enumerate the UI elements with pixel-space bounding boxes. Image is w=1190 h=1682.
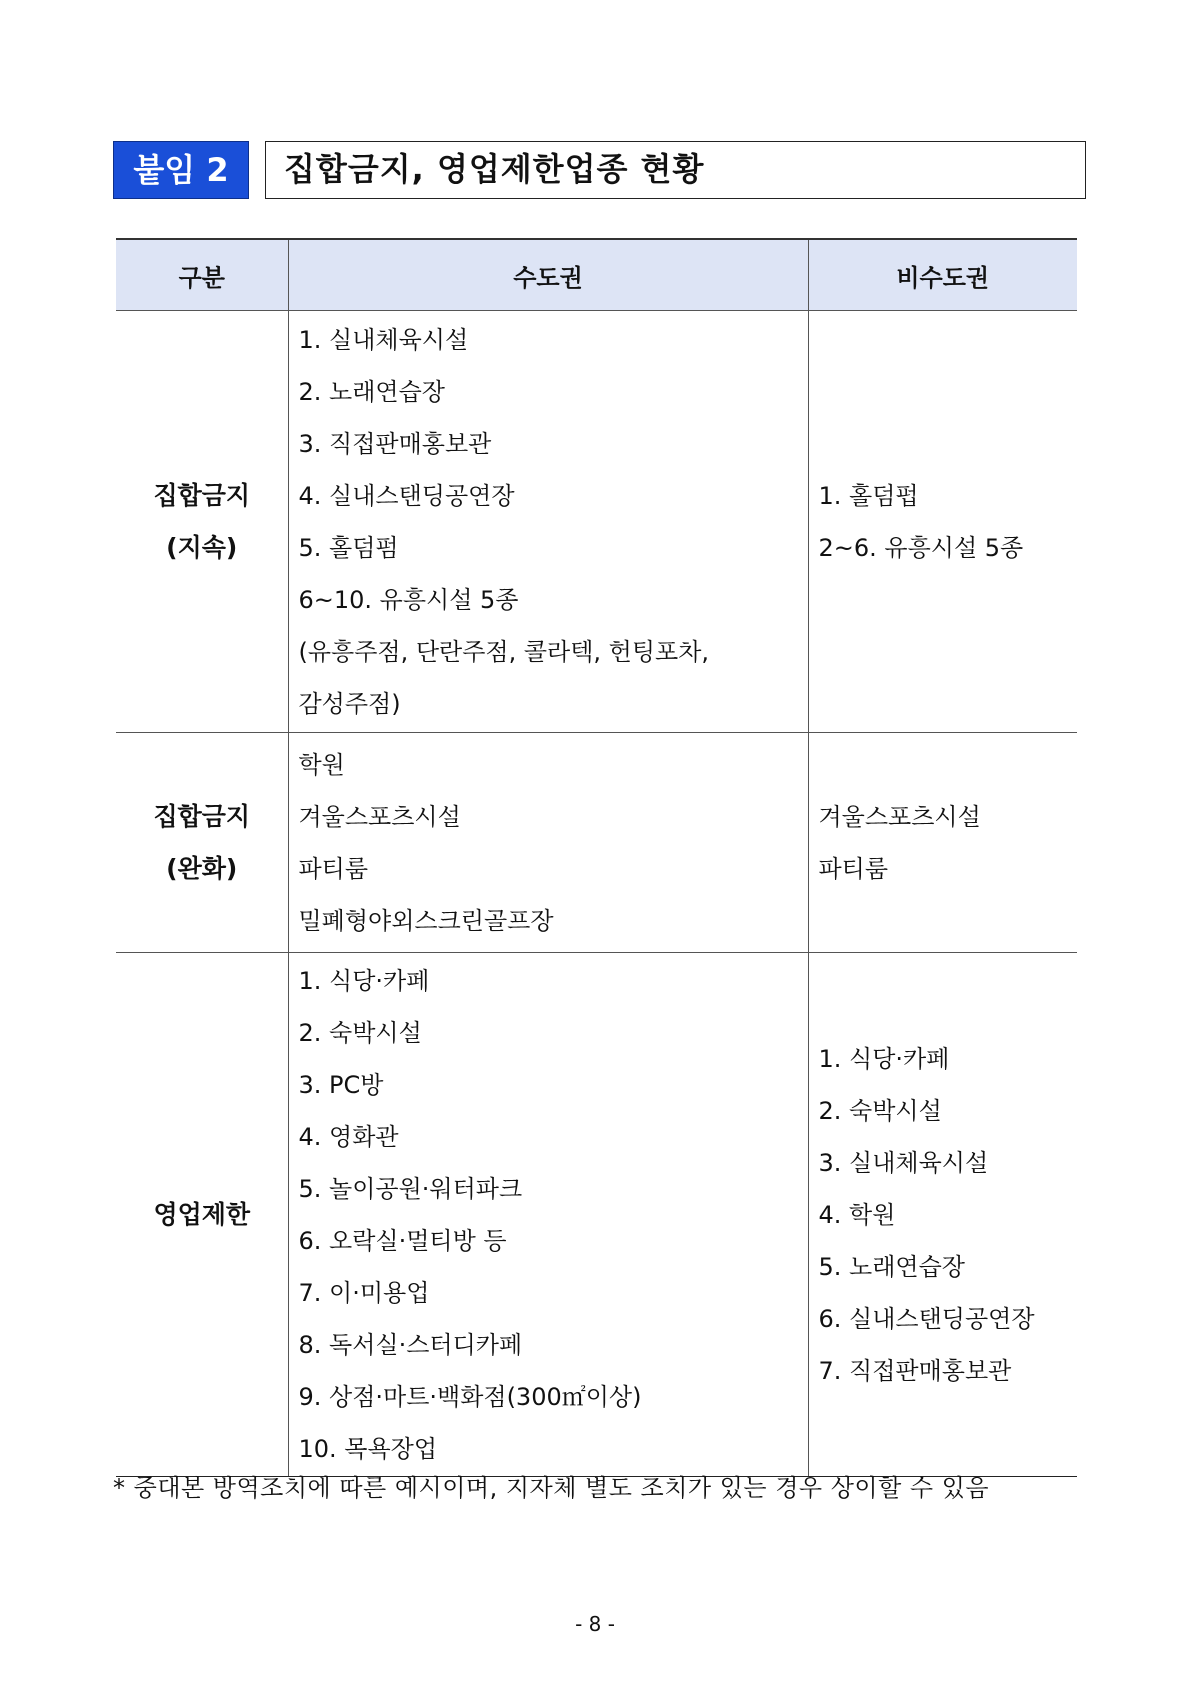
list-item: 9. 상점·마트·백화점(300㎡이상) [298,1382,642,1411]
list-item: 1. 식당·카페 [298,966,430,995]
category-sublabel: (지속) [166,532,238,562]
page-title: 집합금지, 영업제한업종 현황 [265,141,1086,199]
list-item: 파티룸 [298,854,369,883]
capital-cell [288,953,808,1477]
list-item: 7. 이·미용업 [298,1278,430,1307]
list-item: 3. PC방 [298,1070,384,1099]
list-item: 겨울스포츠시설 [298,802,461,831]
list-item: 밀폐형야외스크린골프장 [298,906,554,935]
list-item: 3. 실내체육시설 [818,1148,989,1177]
list-item: 5. 홀덤펌 [298,533,399,562]
list-item: 3. 직접판매홍보관 [298,429,492,458]
list-item: 학원 [298,750,345,779]
category-cell [116,311,288,733]
list-item: 1. 식당·카페 [818,1044,950,1073]
list-item: 4. 영화관 [298,1122,399,1151]
table-row [116,311,1077,733]
list-item: 2. 숙박시설 [298,1018,422,1047]
list-item: 1. 실내체육시설 [298,325,469,354]
table-header-row [116,239,1077,311]
list-item: 8. 독서실·스터디카페 [298,1330,523,1359]
list-item: 감성주점) [298,689,401,718]
list-item: 1. 홀덤펍 [818,481,919,510]
category-label: 영업제한 [153,1199,251,1229]
column-header-capital: 수도권 [288,239,808,311]
non-capital-cell [808,733,1077,953]
list-item: 2. 노래연습장 [298,377,445,406]
list-item: 6. 오락실·멀티방 등 [298,1226,507,1255]
list-item: 파티룸 [818,854,889,883]
list-item: 겨울스포츠시설 [818,802,981,831]
list-item: 7. 직접판매홍보관 [818,1356,1012,1385]
column-header-non-capital: 비수도권 [808,239,1077,311]
column-header-category: 구분 [116,239,288,311]
non-capital-cell [808,311,1077,733]
table-row [116,953,1077,1477]
attachment-badge: 붙임 2 [113,141,249,199]
list-item: 6. 실내스탠딩공연장 [818,1304,1035,1333]
business-status-table [116,238,1077,1477]
table-row [116,733,1077,953]
list-item: 5. 노래연습장 [818,1252,965,1281]
footnote: * 중대본 방역조치에 따른 예시이며, 지자체 별도 조치가 있는 경우 상이할 수 있음 [113,1474,990,1502]
category-cell [116,953,288,1477]
non-capital-cell [808,953,1077,1477]
page-number: - 8 - [575,1612,615,1636]
capital-cell [288,733,808,953]
category-sublabel: (완화) [166,853,238,883]
category-label: 집합금지 [153,480,251,510]
list-item: 4. 학원 [818,1200,896,1229]
section-header [113,141,1086,199]
list-item: 2. 숙박시설 [818,1096,942,1125]
capital-cell [288,311,808,733]
list-item: 10. 목욕장업 [298,1434,438,1463]
list-item: 2~6. 유흥시설 5종 [818,533,1024,562]
list-item: 4. 실내스탠딩공연장 [298,481,515,510]
category-cell [116,733,288,953]
category-label: 집합금지 [153,801,251,831]
list-item: 6~10. 유흥시설 5종 [298,585,519,614]
list-item: (유흥주점, 단란주점, 콜라텍, 헌팅포차, [298,637,710,666]
list-item: 5. 놀이공원·워터파크 [298,1174,523,1203]
